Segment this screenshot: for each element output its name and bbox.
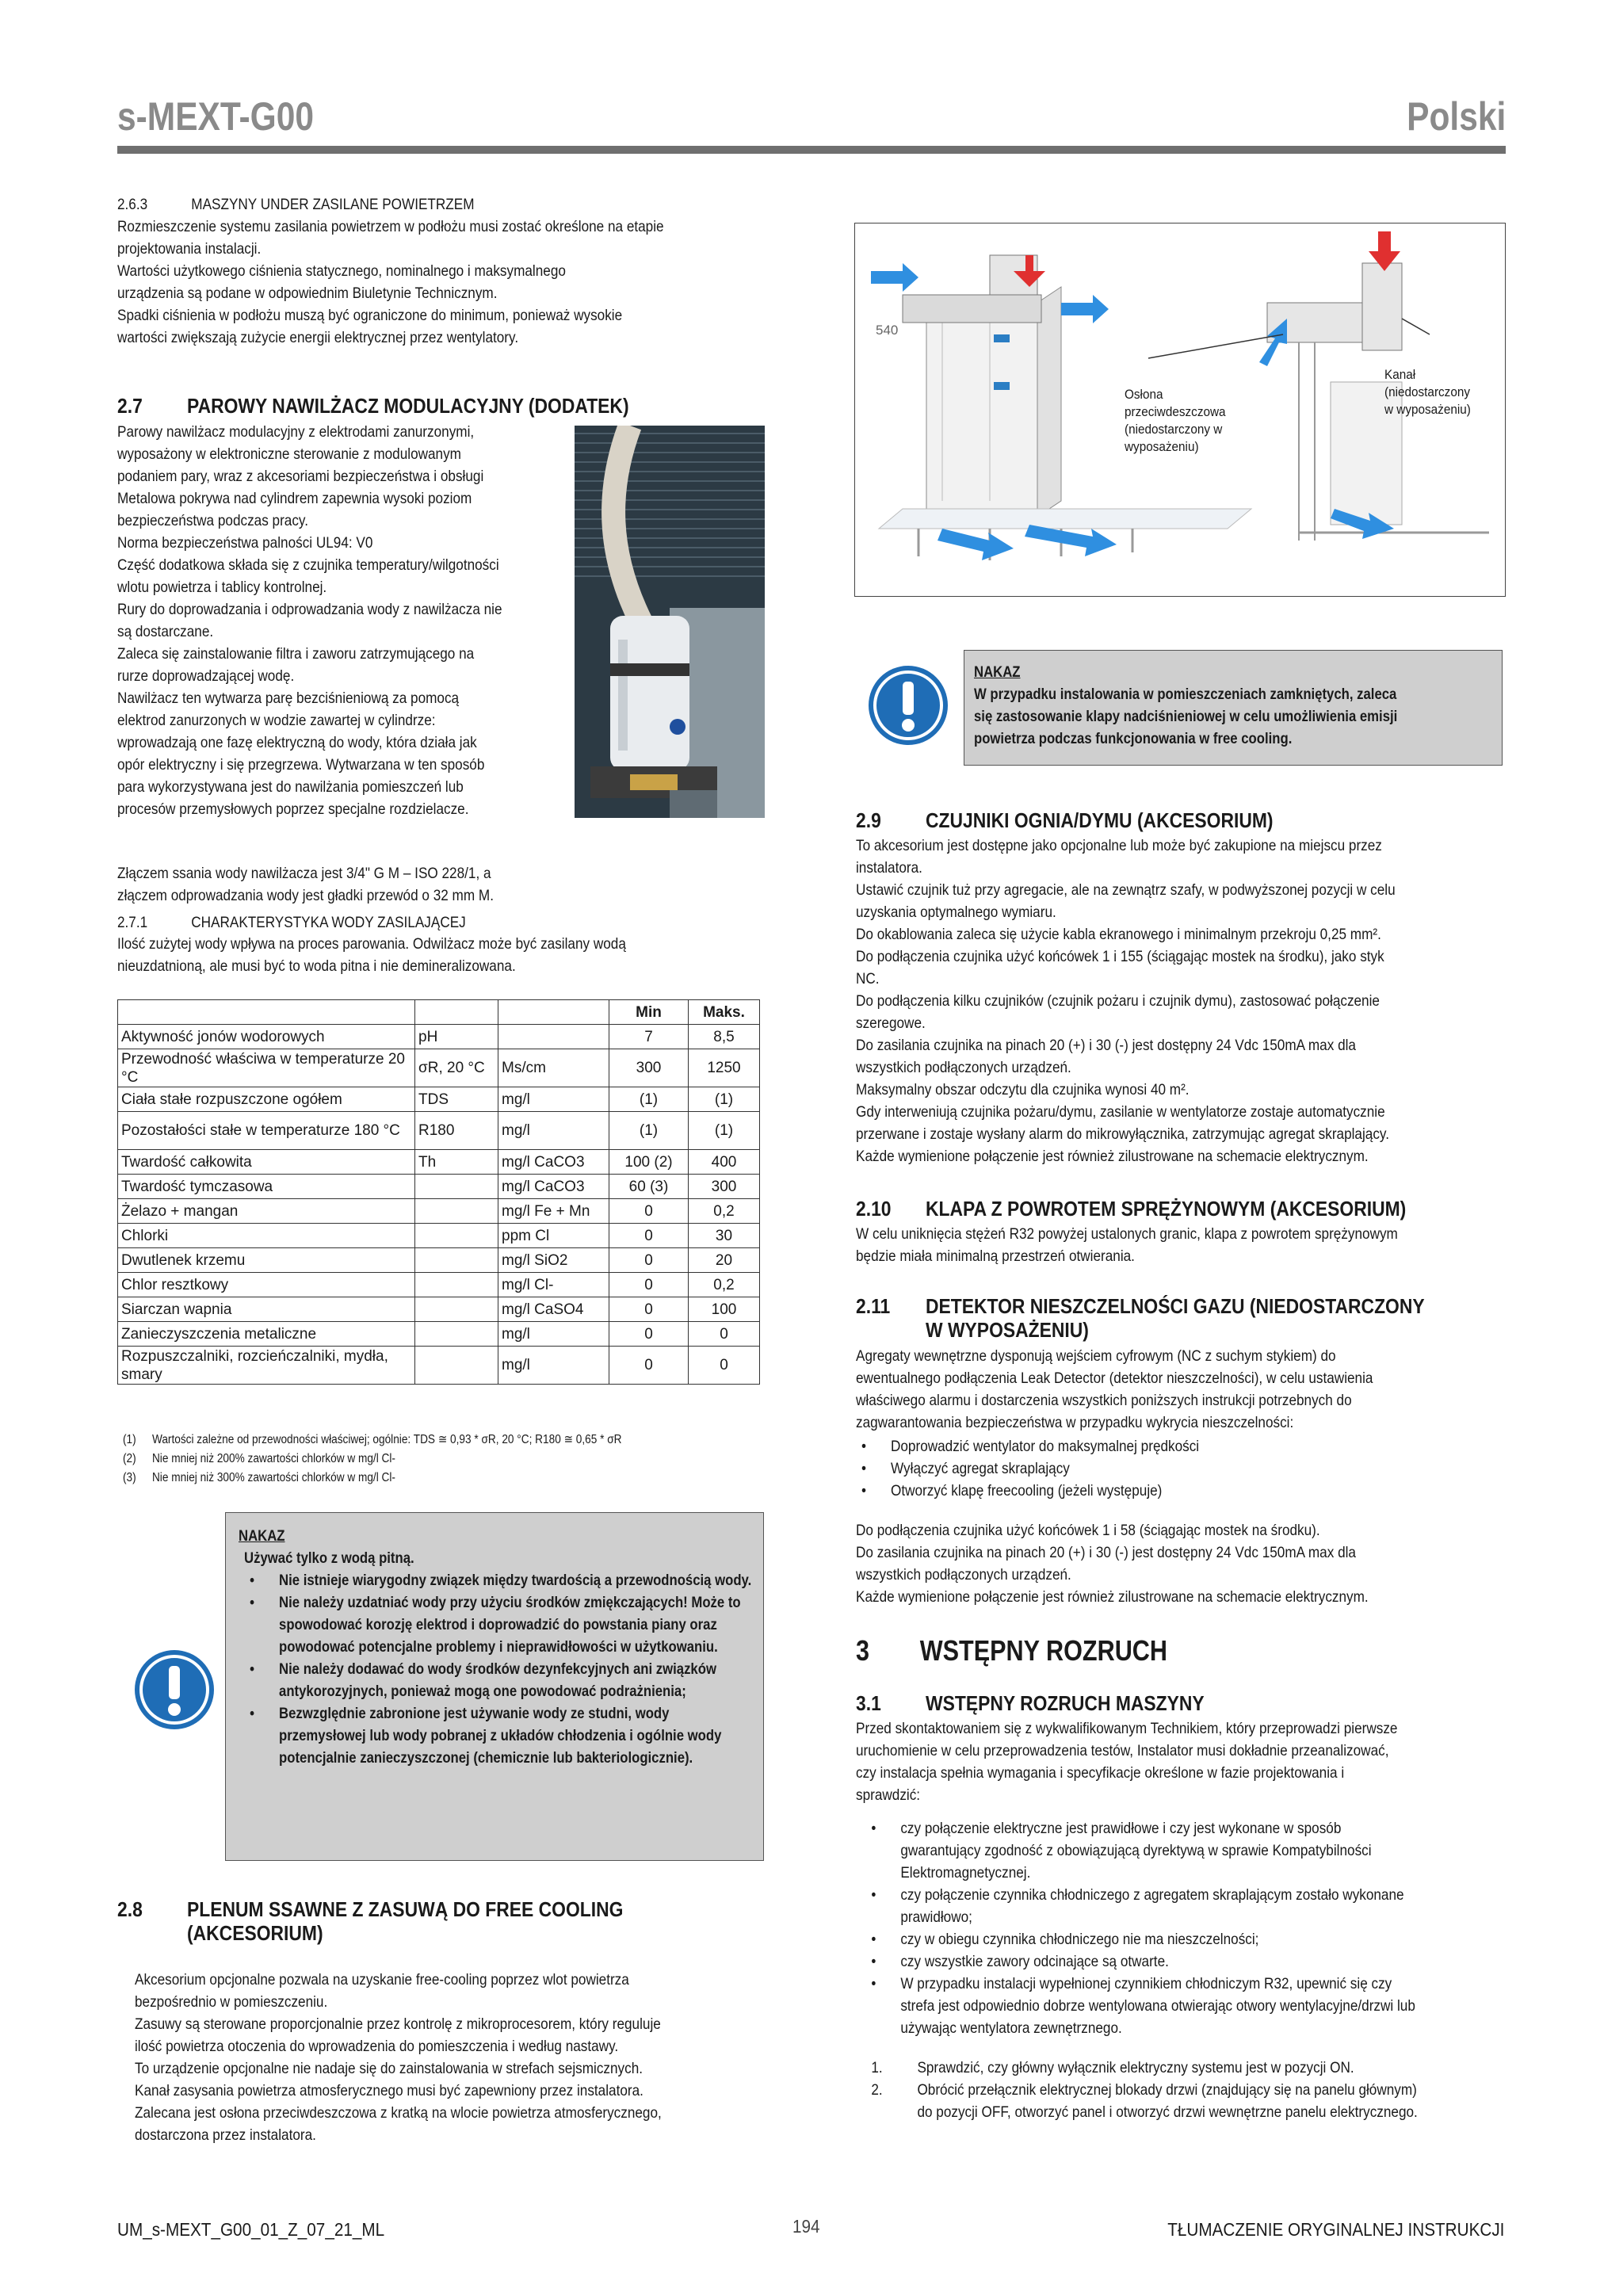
table-footnotes <box>123 1431 750 1488</box>
label-duct: Kanał (niedostarczony w wyposażeniu) <box>1384 367 1471 417</box>
free-cooling-diagram <box>854 223 1506 597</box>
footnote: (1) Wartości zależne od przewodności właściwej; ogólnie: TDS ≅ 0,93 * σR, 20 °C; R180 ≅ 0,65 * σR <box>123 1433 622 1446</box>
table-row: Rozpuszczalniki, rozcieńczalniki, mydła, smary mg/l 0 0 <box>118 1347 760 1385</box>
footnote: (3) Nie mniej niż 300% zawartości chlorków w mg/l Cl- <box>123 1471 395 1484</box>
warning-title: NAKAZ <box>974 664 1021 681</box>
warning-item: • Nie istnieje wiarygodny związek między twardością a przewodnością wody. <box>244 1570 754 1592</box>
section-2-11-heading: 2.11 DETEKTOR NIESZCZELNOŚCI GAZU (NIEDOSTARCZONY W WYPOSAŻENIU) <box>856 1294 1425 1342</box>
section-2-9-text: To akcesorium jest dostępne jako opcjonalne lub może być zakupione na miejscu przez instalatora. Ustawić czujnik tuż przy agregacie, ale na zewnątrz szafy, w podwyższonej pozycji w celu uzyskania optymalnego wymiaru. Do okablowania zaleca się użycie kabla ekranowego i minimalnym przekroju 0,25 mm². Do podłączenia czujnika użyć końcówek 1 i 155 (ściągając mostek na środku), jako styk NC. Do podłączenia kilku czujników (czujnik pożaru i czujnik dymu), zastosować połączenie szeregowe. Do zasilania czujnika na pinach 20 (+) i 30 (-) jest dostępny 24 Vdc 150mA max dla wszystkich podłączonych urządzeń. Maksymalny obszar odczytu dla czujnika wynosi 40 m². Gdy interweniują czujnika pożaru/dymu, zasilanie w wentylatorze zostaje automatycznie przerwane i zostaje wysłany alarm do mikrowyłącznika, zatrzymując agregat skraplający. Każde wymienione połączenie jest również zilustrowane na schemacie elektrycznym. <box>856 837 1396 1165</box>
table-row: Ciała stałe rozpuszczone ogółem TDS mg/l (1) (1) <box>118 1087 760 1112</box>
table-row: Aktywność jonów wodorowych pH 7 8,5 <box>118 1025 760 1049</box>
section-2-6-3-heading: 2.6.3 MASZYNY UNDER ZASILANE POWIETRZEM <box>117 196 475 213</box>
warning-box-free-cooling: NAKAZ W przypadku instalowania w pomieszczeniach zamkniętych, zaleca się zastosowanie klapy nadciśnieniowej w celu umożliwienia emisji powietrza podczas funkcjonowania w free cooling. <box>964 650 1503 766</box>
section-2-8-text: Akcesorium opcjonalne pozwala na uzyskanie free-cooling poprzez wlot powietrza bezpośrednio w pomieszczeniu. Zasuwy są sterowane proporcjonalnie przez kontrolę z mikroprocesorem, który reguluje ilość powietrza otoczenia do wprowadzenia do pomieszczenia i według nastawy. To urządzenie opcjonalne nie nadaje się do zainstalowania w strefach sejsmicznych. Kanał zasysania powietrza atmosferycznego musi być zapewniony przez instalatora. Zalecana jest osłona przeciwdeszczowa z kratką na wlocie powietrza atmosferycznego, dostarczona przez instalatora. <box>135 1971 662 2144</box>
table-row: Zanieczyszczenia metaliczne mg/l 0 0 <box>118 1322 760 1347</box>
list-item: • Otworzyć klapę freecooling (jeżeli występuje) <box>856 1480 1518 1502</box>
footer-page-number: 194 <box>792 2216 820 2237</box>
table-row: Siarczan wapnia mg/l CaSO4 0 100 <box>118 1297 760 1322</box>
header-cell <box>498 1000 609 1025</box>
list-item: • Doprowadzić wentylator do maksymalnej prędkości <box>856 1435 1518 1457</box>
doc-language: Polski <box>1406 94 1506 139</box>
list-item: • Wyłączyć agregat skraplający <box>856 1457 1518 1480</box>
warning-intro: Używać tylko z wodą pitną. <box>244 1550 414 1567</box>
header-cell-max: Maks. <box>689 1000 760 1025</box>
step-item: 1. Sprawdzić, czy główny wyłącznik elektryczny systemu jest w pozycji ON. <box>871 2059 1354 2076</box>
warning-title: NAKAZ <box>239 1528 285 1545</box>
section-2-7-text: Parowy nawilżacz modulacyjny z elektrodami zanurzonymi, wyposażony w elektroniczne sterowanie z modulowanym podaniem pary, wraz z akcesoriami bezpieczeństwa i obsługi Metalowa pokrywa nad cylindrem zapewnia wysoki poziom bezpieczeństwa podczas pracy. Norma bezpieczeństwa palności UL94: V0 Część dodatkowa składa się z czujnika temperatury/wilgotności wlotu powietrza i tablicy kontrolnej. Rury do doprowadzania i odprowadzania wody z nawilżacza nie są dostarczane. Zaleca się zainstalowanie filtra i zaworu zatrzymującego na rurze doprowadzającej wodę. Nawilżacz ten wytwarza parę bezciśnieniową za pomocą elektrod zanurzonych w wodzie zawartej w cylindrze: wprowadzają one fazę elektryczną do wody, która działa jak opór elektryczny i się przegrzewa. Wytwarzana w ten sposób para wykorzystywana jest do nawilżania pomieszczeń lub procesów przemysłowych poprzez specjalne rozdzielacze. <box>117 423 502 818</box>
water-characteristics-table <box>117 999 760 1385</box>
section-2-7-1-text: Ilość zużytej wody wpływa na proces parowania. Odwilżacz może być zasilany wodą nieuzdatnioną, ale musi być to woda pitna i nie demineralizowana. <box>117 935 626 975</box>
header-cell <box>118 1000 415 1025</box>
header-rule <box>117 146 1506 154</box>
warning-item: • Nie należy dodawać do wody środków dezynfekcyjnych ani związków antykorozyjnych, ponieważ mogą one powodować podrażnienia; <box>244 1659 754 1703</box>
table-row: Przewodność właściwa w temperaturze 20 °C σR, 20 °C Ms/cm 300 1250 <box>118 1049 760 1087</box>
list-item: • czy połączenie czynnika chłodniczego z agregatem skraplającym zostało wykonane prawidłowo; <box>865 1884 1518 1928</box>
section-2-8-heading: 2.8 PLENUM SSAWNE Z ZASUWĄ DO FREE COOLING (AKCESORIUM) <box>117 1897 624 1945</box>
step-item: 2. Obrócić przełącznik elektrycznej blokady drzwi (znajdujący się na panelu głównym) do pozycji OFF, otworzyć panel i otworzyć drzwi wewnętrzne panelu elektrycznego. <box>871 2081 1418 2121</box>
section-2-7-heading: 2.7 PAROWY NAWILŻACZ MODULACYJNY (DODATEK) <box>117 394 629 418</box>
footer-translation-note: TŁUMACZENIE ORYGINALNEJ INSTRUKCJI <box>1167 2219 1504 2240</box>
warning-item: • Nie należy uzdatniać wody przy użyciu środków zmiękczających! Może to spowodować korozję elektrod i doprowadzić do powstania piany oraz powodować potencjalne problemy i nieprawidłowości w użytkowaniu. <box>244 1592 754 1659</box>
header-cell-min: Min <box>609 1000 689 1025</box>
section-2-7-1-heading: 2.7.1 CHARAKTERYSTYKA WODY ZASILAJĄCEJ <box>117 914 466 931</box>
table-row: Pozostałości stałe w temperaturze 180 °C R180 mg/l (1) (1) <box>118 1112 760 1150</box>
section-3-1-text: Przed skontaktowaniem się z wykwalifikowanym Technikiem, który przeprowadzi pierwsze uruchomienie w celu przeprowadzenia testów, Instalator musi dokładnie przeanalizować, czy instalacja spełnia wymagania i specyfikacje określone w fazie projektowania i sprawdzić: • czy połączenie elektryczne jest prawidłowe i czy jest wykonane w sposób gwarantujący zgodność z obowiązującą dyrektywą w sprawie Kompatybilności Elektromagnetycznej. • czy połączenie czynnika chłodniczego z agregatem skraplającym zostało wykonane prawidłowo; • czy w obiegu czynnika chłodniczego nie ma nieszczelności; • czy wszystkie zawory odcinające są otwarte. • W przypadku instalacji wypełnionej czynnikiem chłodniczym R32, upewnić się czy strefa jest odpowiednio dobrze wentylowana otwierając otwory wentylacyjne/drzwi lub używając wentylatora zewnętrznego. 1. Sprawdzić, czy główny wyłącznik elektryczny systemu jest w pozycji ON. 2. Obrócić przełącznik elektrycznej blokady drzwi (znajdujący się na panelu głównym) do pozycji OFF, otworzyć panel i otworzyć drzwi wewnętrzne panelu elektrycznego. <box>856 1717 1518 2123</box>
section-2-11-text: Agregaty wewnętrzne dysponują wejściem cyfrowym (NC z suchym stykiem) do ewentualnego podłączenia Leak Detector (detektor nieszczelności), w celu ustawienia właściwego alarmu i dostarczenia wszystkich poniższych instrukcji potrzebnych do zagwarantowania bezpieczeństwa w przypadku wykrycia nieszczelności: • Doprowadzić wentylator do maksymalnej prędkości • Wyłączyć agregat skraplający • Otworzyć klapę freecooling (jeżeli występuje) Do podłączenia czujnika użyć końcówek 1 i 58 (ściągając mostek na środku). Do zasilania czujnika na pinach 20 (+) i 30 (-) jest dostępny 24 Vdc 150mA max dla wszystkich podłączonych urządzeń. Każde wymienione połączenie jest również zilustrowane na schemacie elektrycznym. <box>856 1345 1518 1608</box>
table-row: Chlor resztkowy mg/l Cl- 0 0,2 <box>118 1273 760 1297</box>
warning-icon <box>867 664 949 751</box>
list-item: • czy wszystkie zawory odcinające są otwarte. <box>865 1950 1518 1973</box>
section-2-10-heading: 2.10 KLAPA Z POWROTEM SPRĘŻYNOWYM (AKCESORIUM) <box>856 1197 1407 1221</box>
table-row: Chlorki ppm Cl 0 30 <box>118 1224 760 1248</box>
section-3-1-heading: 3.1 WSTĘPNY ROZRUCH MASZYNY <box>856 1691 1205 1715</box>
warning-box-water <box>225 1512 764 1861</box>
section-2-7-connections: Złączem ssania wody nawilżacza jest 3/4" G M – ISO 228/1, a złączem odprowadzania wody jest gładki przewód o 32 mm M. <box>117 865 494 904</box>
footnote: (2) Nie mniej niż 200% zawartości chlorków w mg/l Cl- <box>123 1452 395 1465</box>
footer-doc-code: UM_s-MEXT_G00_01_Z_07_21_ML <box>117 2219 385 2240</box>
doc-title: s-MEXT-G00 <box>117 94 314 139</box>
list-item: • czy połączenie elektryczne jest prawidłowe i czy jest wykonane w sposób gwarantujący zgodność z obowiązującą dyrektywą w sprawie Kompatybilności Elektromagnetycznej. <box>865 1817 1518 1884</box>
list-item: • czy w obiegu czynnika chłodniczego nie ma nieszczelności; <box>865 1928 1518 1950</box>
list-item: • W przypadku instalacji wypełnionej czynnikiem chłodniczym R32, upewnić się czy strefa jest odpowiednio dobrze wentylowana otwierając otwory wentylacyjne/drzwi lub używając wentylatora zewnętrznego. <box>865 1973 1518 2039</box>
diagram-dimension: 540 <box>876 323 899 338</box>
section-3-heading: 3 WSTĘPNY ROZRUCH <box>856 1634 1168 1667</box>
section-2-9-heading: 2.9 CZUJNIKI OGNIA/DYMU (AKCESORIUM) <box>856 808 1274 832</box>
warning-icon <box>133 1648 216 1735</box>
table-row: Twardość całkowita Th mg/l CaCO3 100 (2) 400 <box>118 1150 760 1175</box>
table-header-row <box>118 1000 760 1025</box>
header-cell <box>415 1000 498 1025</box>
humidifier-photo <box>575 426 765 818</box>
label-rain-cover: Osłona przeciwdeszczowa (niedostarczony w wyposażeniu) <box>1125 387 1226 454</box>
warning-item: • Bezwzględnie zabronione jest używanie wody ze studni, wody przemysłowej lub wody pobranej z układów chłodzenia i ogólnie wody potencjalnie zanieczyszczonej (chemicznie lub bakteriologicznie). <box>244 1703 754 1770</box>
table-row: Żelazo + mangan mg/l Fe + Mn 0 0,2 <box>118 1199 760 1224</box>
section-2-10-text: W celu uniknięcia stężeń R32 powyżej ustalonych granic, klapa z powrotem sprężynowym będzie miała minimalną przestrzeń otwierania. <box>856 1225 1398 1265</box>
section-2-6-3-text: Rozmieszczenie systemu zasilania powietrzem w podłożu musi zostać określone na etapie projektowania instalacji. Wartości użytkowego ciśnienia statycznego, nominalnego i maksymalnego urządzenia są podane w odpowiednim Biuletynie Technicznym. Spadki ciśnienia w podłożu muszą być ograniczone do minimum, ponieważ wysokie wartości zwiększają zużycie energii elektrycznej przez wentylatory. <box>117 218 664 346</box>
table-row: Dwutlenek krzemu mg/l SiO2 0 20 <box>118 1248 760 1273</box>
table-row: Twardość tymczasowa mg/l CaCO3 60 (3) 300 <box>118 1175 760 1199</box>
